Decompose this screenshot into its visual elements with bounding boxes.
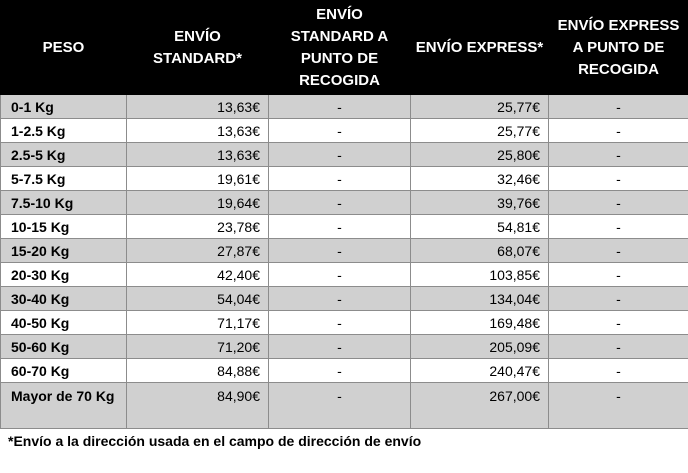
table-row <box>1 215 688 239</box>
header-standard-pickup: ENVÍO STANDARD A PUNTO DE RECOGIDA <box>269 1 411 95</box>
standard-pickup-cell: - <box>269 143 411 167</box>
express-price-cell: 25,77€ <box>411 95 549 119</box>
express-pickup-cell: - <box>549 335 688 359</box>
standard-price-cell: 71,20€ <box>127 335 269 359</box>
table-row <box>1 95 688 119</box>
express-pickup-cell: - <box>549 359 688 383</box>
table-row <box>1 143 688 167</box>
standard-price-cell: 42,40€ <box>127 263 269 287</box>
weight-cell: 30-40 Kg <box>1 287 127 311</box>
standard-pickup-cell: - <box>269 287 411 311</box>
weight-cell: 10-15 Kg <box>1 215 127 239</box>
express-price-cell: 25,77€ <box>411 119 549 143</box>
table-row <box>1 263 688 287</box>
express-pickup-cell: - <box>549 383 688 429</box>
footnote: *Envío a la dirección usada en el campo de dirección de envío <box>8 433 422 449</box>
express-price-cell: 25,80€ <box>411 143 549 167</box>
express-price-cell: 32,46€ <box>411 167 549 191</box>
express-pickup-cell: - <box>549 119 688 143</box>
weight-cell: 60-70 Kg <box>1 359 127 383</box>
weight-cell: 50-60 Kg <box>1 335 127 359</box>
standard-pickup-cell: - <box>269 119 411 143</box>
standard-pickup-cell: - <box>269 191 411 215</box>
weight-cell: 5-7.5 Kg <box>1 167 127 191</box>
express-price-cell: 240,47€ <box>411 359 549 383</box>
weight-cell: 40-50 Kg <box>1 311 127 335</box>
express-pickup-cell: - <box>549 143 688 167</box>
express-pickup-cell: - <box>549 239 688 263</box>
express-pickup-cell: - <box>549 287 688 311</box>
weight-cell: 20-30 Kg <box>1 263 127 287</box>
standard-pickup-cell: - <box>269 167 411 191</box>
weight-cell: 2.5-5 Kg <box>1 143 127 167</box>
express-pickup-cell: - <box>549 263 688 287</box>
standard-pickup-cell: - <box>269 359 411 383</box>
standard-price-cell: 23,78€ <box>127 215 269 239</box>
standard-price-cell: 13,63€ <box>127 95 269 119</box>
table-row <box>1 119 688 143</box>
weight-cell: Mayor de 70 Kg <box>1 383 127 429</box>
standard-price-cell: 13,63€ <box>127 119 269 143</box>
table-row <box>1 287 688 311</box>
standard-price-cell: 84,88€ <box>127 359 269 383</box>
weight-cell: 0-1 Kg <box>1 95 127 119</box>
standard-price-cell: 27,87€ <box>127 239 269 263</box>
table-row <box>1 191 688 215</box>
header-express: ENVÍO EXPRESS* <box>411 1 549 95</box>
table-row <box>1 335 688 359</box>
standard-pickup-cell: - <box>269 239 411 263</box>
express-pickup-cell: - <box>549 191 688 215</box>
express-price-cell: 103,85€ <box>411 263 549 287</box>
standard-price-cell: 71,17€ <box>127 311 269 335</box>
header-row <box>1 1 688 95</box>
standard-pickup-cell: - <box>269 383 411 429</box>
express-pickup-cell: - <box>549 311 688 335</box>
table-row <box>1 359 688 383</box>
standard-price-cell: 19,64€ <box>127 191 269 215</box>
weight-cell: 1-2.5 Kg <box>1 119 127 143</box>
standard-pickup-cell: - <box>269 311 411 335</box>
table-row <box>1 311 688 335</box>
table-row <box>1 239 688 263</box>
standard-pickup-cell: - <box>269 95 411 119</box>
weight-cell: 7.5-10 Kg <box>1 191 127 215</box>
header-standard: ENVÍO STANDARD* <box>127 1 269 95</box>
standard-price-cell: 19,61€ <box>127 167 269 191</box>
table-row <box>1 383 688 429</box>
express-price-cell: 205,09€ <box>411 335 549 359</box>
standard-price-cell: 54,04€ <box>127 287 269 311</box>
express-pickup-cell: - <box>549 95 688 119</box>
express-price-cell: 134,04€ <box>411 287 549 311</box>
express-price-cell: 54,81€ <box>411 215 549 239</box>
table-row <box>1 167 688 191</box>
weight-cell: 15-20 Kg <box>1 239 127 263</box>
standard-price-cell: 13,63€ <box>127 143 269 167</box>
express-pickup-cell: - <box>549 215 688 239</box>
standard-price-cell: 84,90€ <box>127 383 269 429</box>
express-price-cell: 39,76€ <box>411 191 549 215</box>
header-weight: PESO <box>1 1 127 95</box>
header-express-pickup: ENVÍO EXPRESS A PUNTO DE RECOGIDA <box>549 1 688 95</box>
express-price-cell: 267,00€ <box>411 383 549 429</box>
standard-pickup-cell: - <box>269 215 411 239</box>
standard-pickup-cell: - <box>269 335 411 359</box>
express-price-cell: 169,48€ <box>411 311 549 335</box>
standard-pickup-cell: - <box>269 263 411 287</box>
express-pickup-cell: - <box>549 167 688 191</box>
express-price-cell: 68,07€ <box>411 239 549 263</box>
